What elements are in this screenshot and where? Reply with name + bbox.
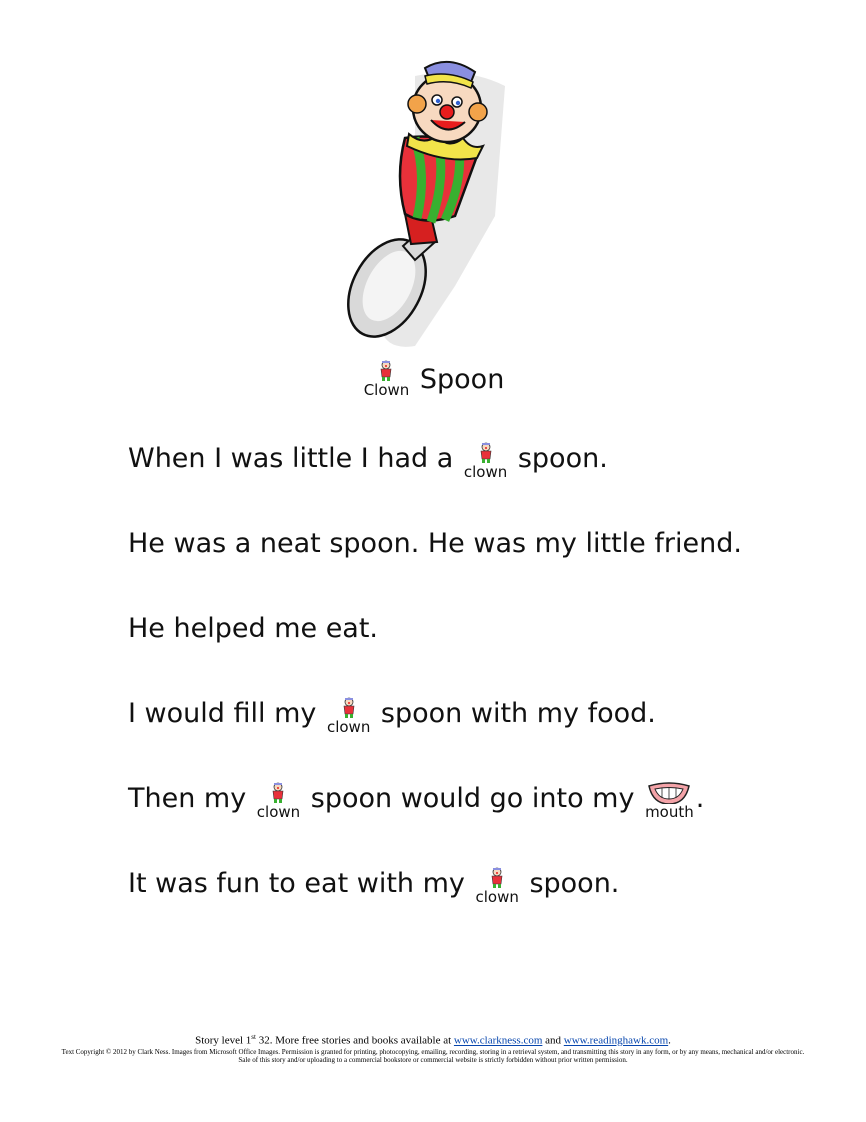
picture-word-clown [475, 867, 518, 905]
title-word: Spoon [419, 364, 505, 395]
title-clown-label: Clown [363, 381, 410, 399]
copyright-notice: Text Copyright © 2012 by Clark Ness. Images from Microsoft Office Images. Permission is granted for printing, photocopying, emailing, recording, storing in a retrieval system, and transmitting this story in any form, or by any means, mechanical and/or electronic. Sale of this story and/or uploading to a commercial bookstore or commercial website is strictly forbidden without prior written permission. [61, 1047, 805, 1064]
clown-label: clown [463, 463, 508, 481]
story-paragraph-4 [128, 693, 748, 735]
p4-before: I would fill my [128, 698, 317, 729]
clown-icon [340, 697, 358, 719]
mouth-icon [647, 782, 691, 804]
story-body [128, 438, 748, 948]
p4-after: spoon with my food. [380, 698, 656, 729]
clarkness-link[interactable]: www.clarkness.com [453, 1034, 543, 1047]
clown-label: clown [475, 888, 519, 906]
story-paragraph-2 [128, 523, 748, 565]
clown-label: clown [326, 718, 371, 736]
footer-line-1 [60, 1031, 806, 1048]
p1-before: When I was little I had a [128, 443, 454, 474]
p1-after: spoon. [517, 443, 608, 474]
clown-icon [377, 360, 395, 382]
mouth-label: mouth [645, 803, 694, 821]
story-paragraph-6 [128, 863, 748, 905]
footer-and: and [542, 1034, 564, 1047]
picture-word-clown [464, 442, 507, 480]
footer-more: 32. More free stories and books available at [255, 1034, 454, 1047]
picture-word-mouth [645, 782, 694, 820]
page-title [0, 360, 866, 398]
p6-before: It was fun to eat with my [128, 868, 465, 899]
story-paragraph-1 [128, 438, 748, 480]
clown-icon [269, 782, 287, 804]
p5-after: . [695, 783, 705, 814]
p5-middle: spoon would go into my [310, 783, 635, 814]
clown-icon [488, 867, 506, 889]
readinghawk-link[interactable]: www.readinghawk.com [563, 1034, 669, 1047]
clown-spoon-illustration [345, 46, 525, 356]
footer [60, 1031, 806, 1064]
story-paragraph-5 [128, 778, 748, 820]
p6-after: spoon. [529, 868, 620, 899]
picture-word-clown [257, 782, 300, 820]
p3-text: He helped me eat. [128, 613, 379, 644]
clown-icon [477, 442, 495, 464]
story-paragraph-3 [128, 608, 748, 650]
title-picture-word [364, 360, 410, 398]
footer-level: Story level 1 [195, 1034, 252, 1047]
footer-period: . [668, 1034, 671, 1047]
clown-label: clown [256, 803, 301, 821]
p5-before: Then my [128, 783, 247, 814]
p2-text: He was a neat spoon. He was my little friend. [128, 528, 742, 559]
footer-level-sup: st [251, 1033, 256, 1041]
picture-word-clown [327, 697, 370, 735]
